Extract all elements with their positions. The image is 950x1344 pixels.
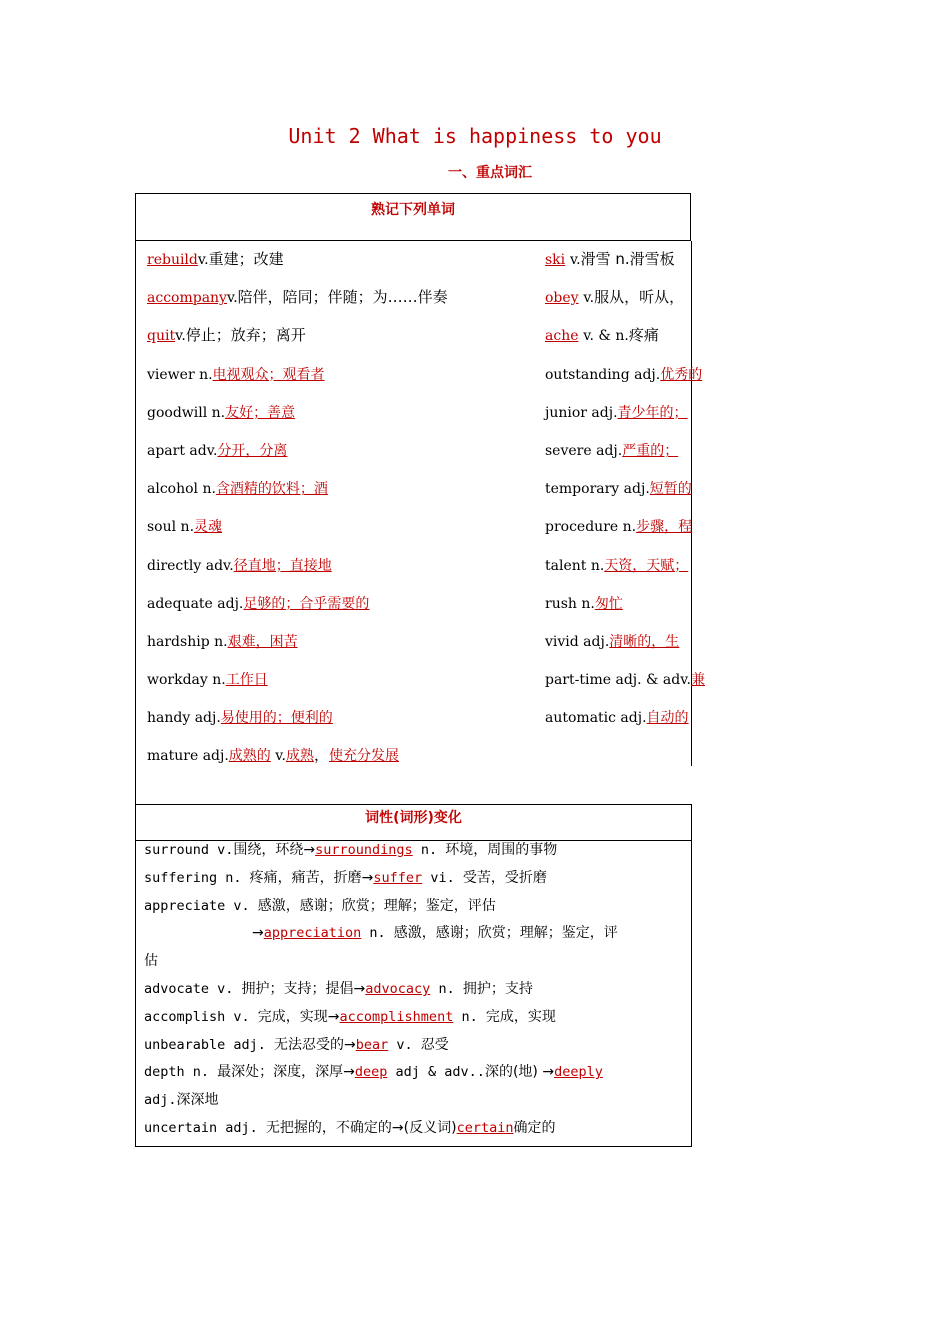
vocab-item: hardship n.艰难，困苦 [147,633,298,650]
vocab-item: procedure n.步骤，程 [545,519,693,536]
vocab-right-column [545,249,705,745]
vocab-item: adequate adj.足够的；合乎需要的 [147,595,370,612]
section-heading: 一、重点词汇 [448,165,532,181]
vocab-table [135,241,705,804]
vocab-header: 熟记下列单词 [371,202,455,218]
form-row: accomplish v. 完成，实现→accomplishment n. 完成，实现 [144,1008,556,1025]
form-row: uncertain adj. 无把握的，不确定的→(反义词)certain确定的 [144,1119,556,1136]
word-forms-list [144,840,683,1146]
vocab-item: part-time adj. & adv.兼 [545,672,705,689]
vocab-item: workday n.工作日 [147,672,268,689]
vocab-left-column [147,249,537,784]
vocab-item: outstanding adj.优秀的 [545,366,703,383]
form-row: surround v.围绕，环绕→surroundings n. 环境，周围的事物 [144,842,558,858]
vocab-item: vivid adj.清晰的，生 [545,633,680,650]
form-row: depth n. 最深处；深度，深厚→deep adj & adv..深的(地) →deeply [144,1064,603,1081]
vocab-header-box [135,193,691,241]
vocab-item: rush n.匆忙 [545,595,623,612]
vocab-item: apart adv.分开，分离 [147,442,288,459]
vocab-item: mature adj.成熟的 v.成熟，使充分发展 [147,746,399,765]
form-row: 估 [144,953,158,970]
vocab-item: ache v. & n.疼痛 [545,326,659,345]
form-row: advocate v. 拥护；支持；提倡→advocacy n. 拥护；支持 [144,980,533,997]
vocab-item: severe adj.严重的； [545,442,679,459]
vocab-item: quitv.停止；放弃；离开 [147,326,306,345]
vocab-item: rebuildv.重建；改建 [147,250,284,268]
word-forms-header: 词性(词形)变化 [136,805,691,841]
form-row: suffering n. 疼痛，痛苦，折磨→suffer vi. 受苦，受折磨 [144,869,547,886]
word-forms-table [135,804,692,1147]
vocab-item: accompanyv.陪伴，陪同；伴随；为……伴奏 [147,288,448,307]
vocab-item: junior adj.青少年的； [545,404,688,421]
form-row: appreciate v. 感激，感谢；欣赏；理解；鉴定，评估 [144,897,496,914]
vocab-item: handy adj.易使用的；便利的 [147,710,333,727]
vocab-item: temporary adj.短暂的 [545,481,692,498]
form-row: adj.深深地 [144,1092,219,1109]
vocab-item: alcohol n.含酒精的饮料；酒 [147,481,328,498]
vocab-item: talent n.天资，天赋； [545,557,689,574]
form-row: →appreciation n. 感激，感谢；欣赏；理解；鉴定，评 [252,925,618,942]
vocab-item: obey v.服从，听从， [545,288,685,307]
form-row: unbearable adj. 无法忍受的→bear v. 忍受 [144,1036,449,1053]
vocab-item: goodwill n.友好；善意 [147,404,296,421]
vocab-item: ski v.滑雪 n.滑雪板 [545,250,675,268]
vocab-item: automatic adj.自动的 [545,710,689,727]
vocab-item: viewer n.电视观众；观看者 [147,366,325,383]
vocab-item: directly adv.径直地；直接地 [147,557,332,574]
page-title: Unit 2 What is happiness to you [288,124,662,148]
vocab-item: soul n.灵魂 [147,519,223,536]
